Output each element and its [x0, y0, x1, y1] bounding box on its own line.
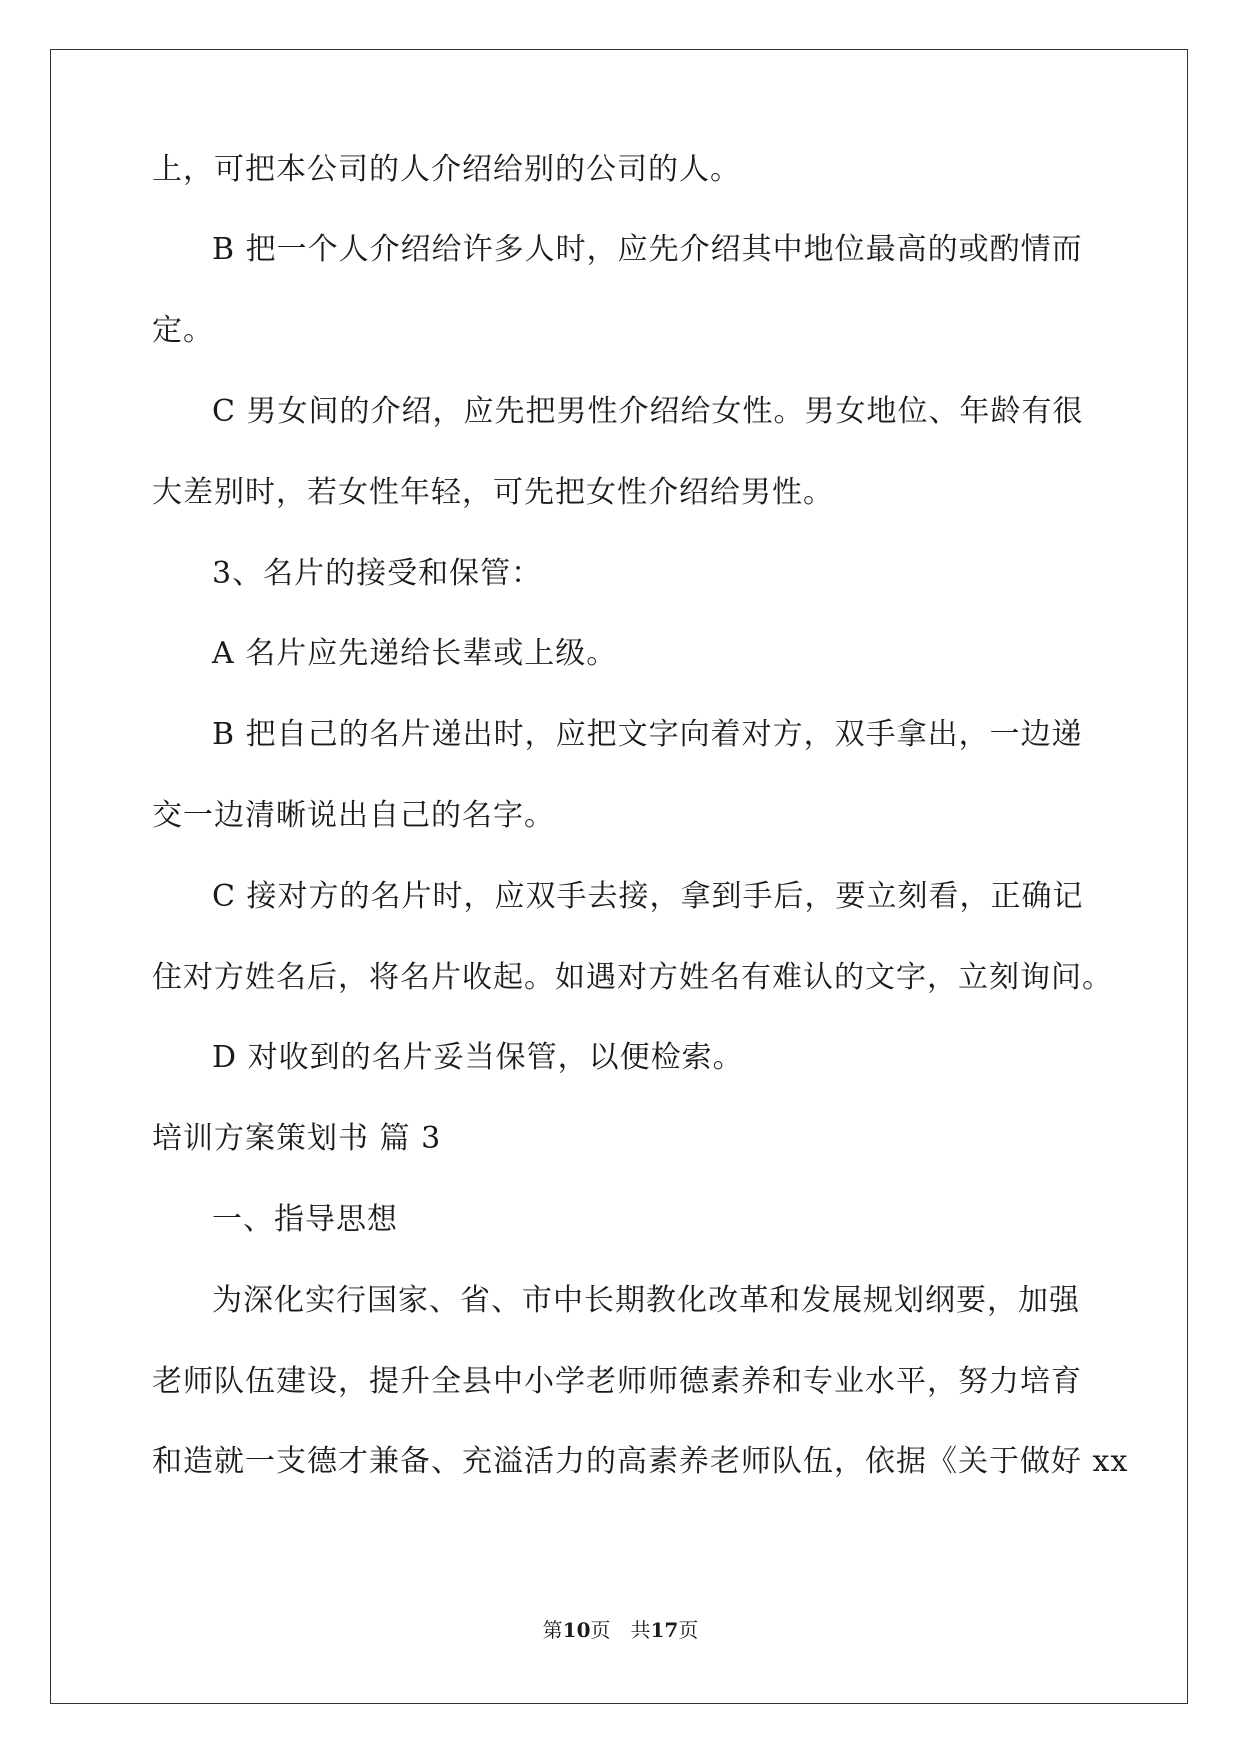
current-page-number: 10: [562, 1618, 591, 1642]
paragraph-line: 为深化实行国家、省、市中长期教化改革和发展规划纲要，加强: [212, 1283, 1080, 1318]
page-number-footer: [0, 1618, 1241, 1642]
paragraph-line: 大差别时，若女性年轻，可先把女性介绍给男性。: [152, 475, 834, 510]
paragraph-line: 和造就一支德才兼备、充溢活力的高素养老师队伍，依据《关于做好 xx: [152, 1444, 1129, 1479]
subsection-heading: 一、指导思想: [212, 1202, 398, 1237]
total-page-number: 17: [650, 1618, 679, 1642]
paragraph-line: B 把自己的名片递出时，应把文字向着对方，双手拿出，一边递: [212, 717, 1083, 752]
section-heading: 培训方案策划书 篇 3: [152, 1121, 442, 1156]
paragraph-line: B 把一个人介绍给许多人时，应先介绍其中地位最高的或酌情而: [212, 232, 1083, 267]
footer-prefix: 第: [542, 1618, 563, 1642]
paragraph-line: D 对收到的名片妥当保管，以便检索。: [212, 1040, 744, 1075]
paragraph-line: C 接对方的名片时，应双手去接，拿到手后，要立刻看，正确记: [212, 879, 1084, 914]
paragraph-line: C 男女间的介绍，应先把男性介绍给女性。男女地位、年龄有很: [212, 394, 1084, 429]
paragraph-line: 上，可把本公司的人介绍给别的公司的人。: [152, 152, 741, 187]
paragraph-line: 定。: [152, 313, 214, 348]
footer-suffix: 页: [678, 1618, 699, 1642]
paragraph-line: 老师队伍建设，提升全县中小学老师师德素养和专业水平，努力培育: [152, 1364, 1082, 1399]
paragraph-line: 3、名片的接受和保管：: [212, 556, 543, 591]
paragraph-line: A 名片应先递给长辈或上级。: [212, 636, 618, 671]
footer-middle: 页 共: [590, 1618, 651, 1642]
paragraph-line: 交一边清晰说出自己的名字。: [152, 798, 555, 833]
paragraph-line: 住对方姓名后，将名片收起。如遇对方姓名有难认的文字，立刻询问。: [152, 960, 1113, 995]
